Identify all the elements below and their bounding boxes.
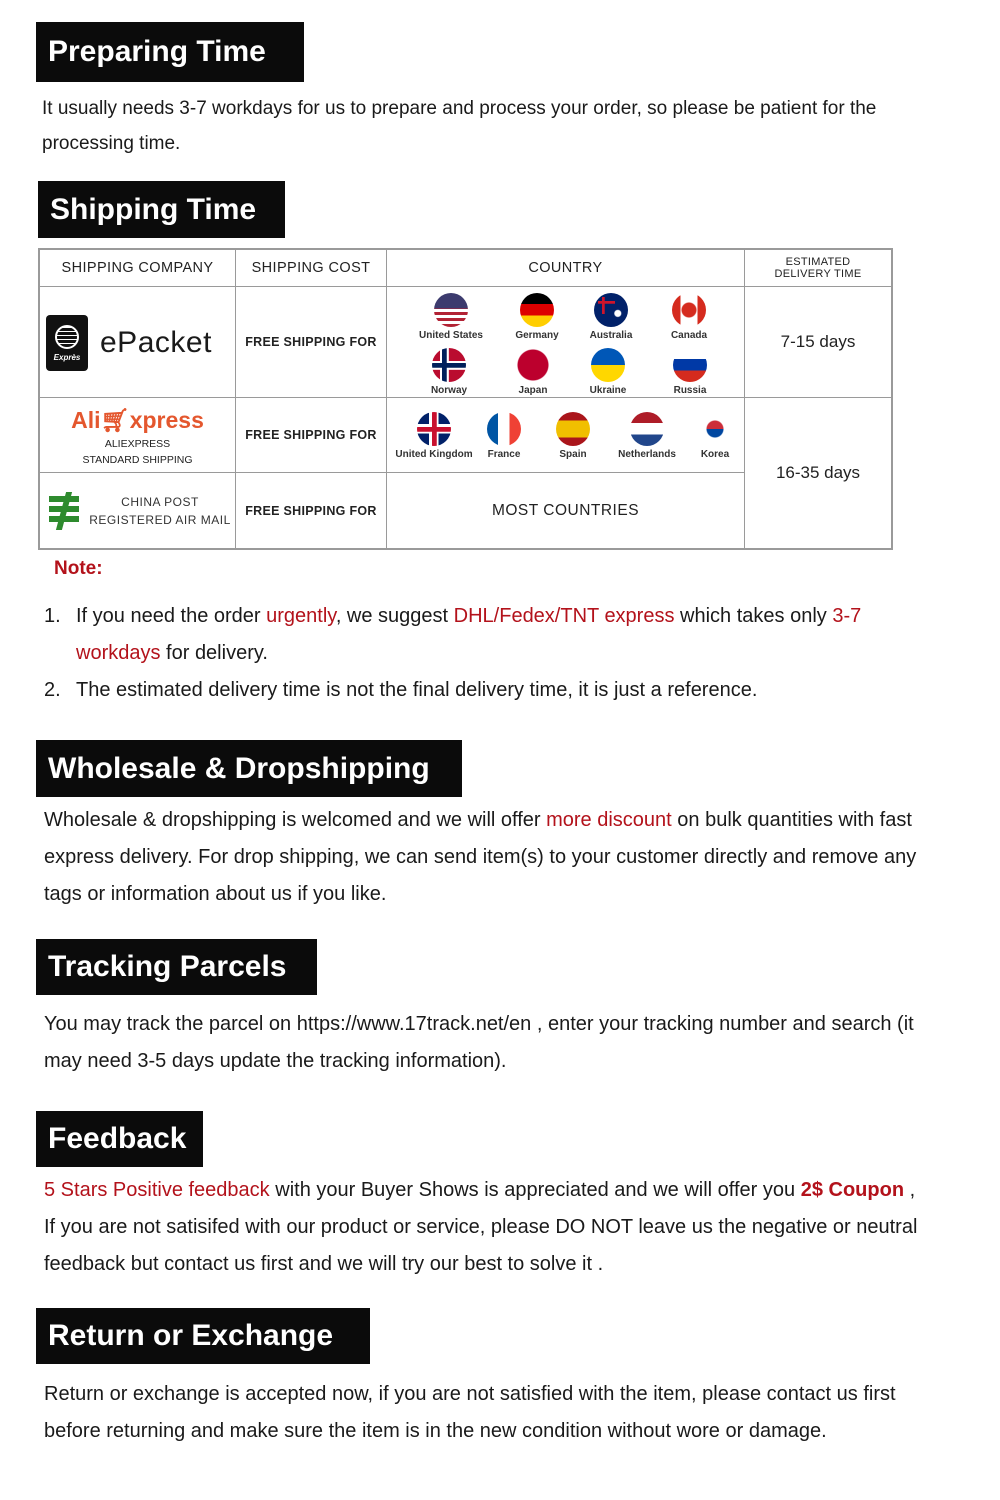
country-netherlands: Netherlands (607, 412, 687, 460)
table-border (38, 248, 40, 550)
chinapost-cost: FREE SHIPPING FOR (245, 503, 377, 518)
chinapost-logo (42, 474, 234, 548)
aliexpress-sub2: STANDARD SHIPPING (82, 453, 193, 466)
section-title-text: Tracking Parcels (48, 950, 287, 983)
section-title-text: Preparing Time (48, 35, 266, 68)
korea-flag-icon (698, 412, 732, 446)
country-australia: Australia (574, 293, 648, 341)
country-germany: Germany (500, 293, 574, 341)
country-norway: Norway (412, 348, 486, 396)
section-title-tracking (36, 939, 317, 995)
table-border (38, 548, 893, 550)
section-title-text: Return or Exchange (48, 1319, 334, 1352)
chinapost-countries: MOST COUNTRIES (491, 501, 640, 519)
canada-flag-icon (672, 293, 706, 327)
note-list (44, 598, 944, 709)
section-title-text: Wholesale & Dropshipping (48, 751, 430, 785)
globe-icon (55, 325, 79, 349)
returns-text: Return or exchange is accepted now, if you are not satisfied with the item, please contact us first before returning and make sure the item is in the new condition without wore or damage. (44, 1383, 896, 1442)
france-flag-icon (487, 412, 521, 446)
country-france: France (467, 412, 541, 460)
ukraine-flag-icon (591, 348, 625, 382)
aliexpress-delivery-time: 16-35 days (775, 463, 861, 482)
spain-flag-icon (556, 412, 590, 446)
section-title-wholesale (36, 740, 462, 797)
shipping-table (38, 248, 893, 550)
russia-flag-icon (673, 348, 707, 382)
epacket-badge-caption: Exprès (53, 352, 81, 362)
chinapost-line1: CHINA POST (121, 495, 199, 509)
country-united-states: United States (414, 293, 488, 341)
aliexpress-wordmark: Ali🛒︎xpress (71, 406, 204, 433)
australia-flag-icon (594, 293, 628, 327)
country-united-kingdom: United Kingdom (394, 412, 474, 460)
chinapost-line2: REGISTERED AIR MAIL (89, 513, 231, 527)
uk-flag-icon (417, 412, 451, 446)
country-canada: Canada (652, 293, 726, 341)
us-flag-icon (434, 293, 468, 327)
epacket-name: ePacket (100, 326, 212, 359)
norway-flag-icon (432, 348, 466, 382)
wholesale-text: Wholesale & dropshipping is welcomed and we will offer more discount on bulk quantities with fast express delivery. For drop shipping, we can send item(s) to your customer directly and remove any tags or information about us if you like. (44, 809, 917, 905)
section-title-preparing (36, 22, 304, 82)
header-shipping-cost: SHIPPING COST (251, 260, 371, 276)
note-title: Note: (54, 558, 103, 579)
country-russia: Russia (653, 348, 727, 396)
tracking-text: You may track the parcel on https://www.17track.net/en , enter your tracking number and search (it may need 3-5 days update the tracking information). (44, 1013, 914, 1072)
preparing-text: It usually needs 3-7 workdays for us to prepare and process your order, so please be patient for the processing time. (42, 98, 877, 154)
header-estimated-delivery: ESTIMATED DELIVERY TIME (774, 256, 862, 280)
header-country: COUNTRY (528, 260, 603, 276)
header-shipping-company: SHIPPING COMPANY (61, 260, 214, 276)
cart-icon: 🛒︎ (100, 406, 130, 433)
section-title-feedback (36, 1111, 203, 1167)
japan-flag-icon (516, 348, 550, 382)
country-spain: Spain (536, 412, 610, 460)
section-title-returns (36, 1308, 370, 1364)
table-border (891, 248, 893, 550)
section-title-shipping (38, 181, 285, 238)
aliexpress-sub1: ALIEXPRESS (104, 437, 171, 450)
feedback-text: 5 Stars Positive feedback with your Buyer Shows is appreciated and we will offer you 2$ Coupon , If you are not satisifed with our product or service, please DO NOT leave us the negative or neutral feedback but contact us first and we will try our best to solve it . (44, 1179, 918, 1275)
aliexpress-cost: FREE SHIPPING FOR (245, 428, 377, 442)
section-title-text: Feedback (48, 1122, 187, 1155)
aliexpress-logo (40, 400, 235, 472)
section-title-text: Shipping Time (50, 192, 257, 226)
epacket-logo (46, 298, 232, 388)
epacket-delivery-time: 7-15 days (780, 332, 856, 351)
germany-flag-icon (520, 293, 554, 327)
epacket-badge-icon (46, 315, 88, 371)
list-item: 1. If you need the order urgently, we suggest DHL/Fedex/TNT express which takes only 3-7 workdays for delivery. (44, 605, 862, 664)
list-item: 2. The estimated delivery time is not the final delivery time, it is just a reference. (44, 679, 758, 701)
country-ukraine: Ukraine (571, 348, 645, 396)
country-japan: Japan (496, 348, 570, 396)
chinapost-emblem-icon (45, 492, 83, 530)
epacket-cost: FREE SHIPPING FOR (245, 335, 377, 349)
country-korea: Korea (678, 412, 752, 460)
netherlands-flag-icon (630, 412, 664, 446)
